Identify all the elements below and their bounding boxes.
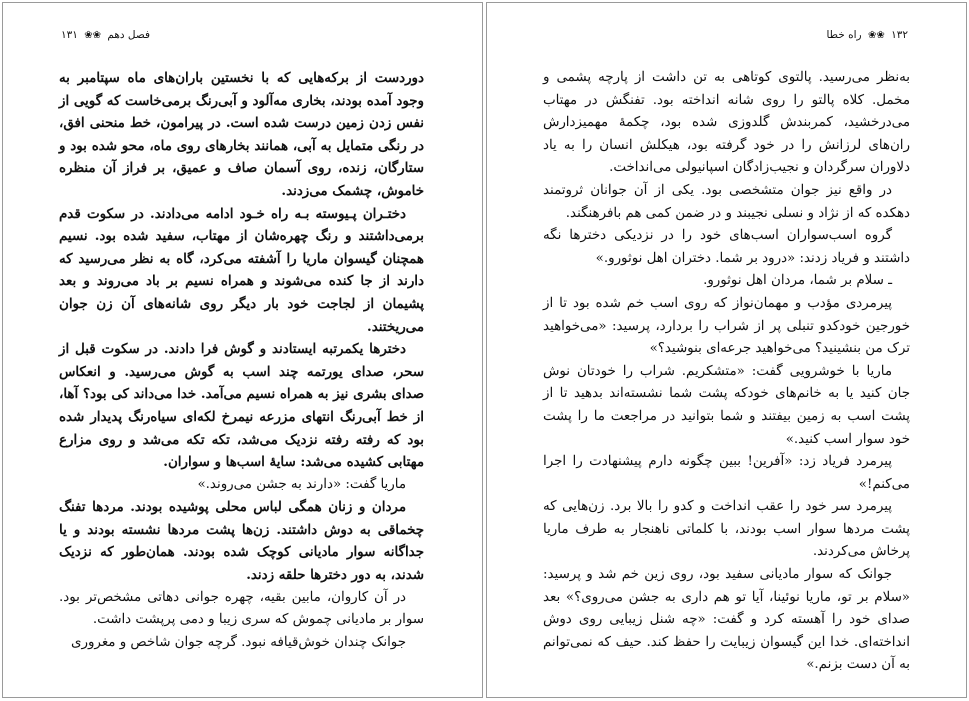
paragraph: جوانک چندان خوش‌قیافه نبود. گرچه جوان شاخص و مغروری xyxy=(71,634,406,650)
ornament-icon: ❀❀ xyxy=(867,30,885,41)
chapter-title: فصل دهم xyxy=(107,29,150,41)
paragraph: ـ سلام بر شما، مردان اهل نوثورو. xyxy=(703,273,892,289)
paragraph: ماریا با خوشرویی گفت: «متشکریم. شراب را خودتان نوش جان کنید یا به خانم‌های خودکه پشت شما نشسته‌اند بدهید تا از پشت اسب به زمین بیفتند و شما بتوانید در مراجعت ما را پشت خود سوار اسب کنید.» xyxy=(543,363,910,447)
paragraph: به‌نظر می‌رسید. پالتوی کوتاهی به تن داشت از پارچه پشمی و مخمل. کلاه پالتو را روی شانه انداخته بود. تفنگش در مهتاب می‌درخشید، کمربندش گلدوزی شده بود، چکمهٔ مهمیزدارش ران‌های لرزانش را در خود گرفته بود، هیکلش انسان را به یاد دلاوران سرگردان و نجیب‌زادگان اسپانیولی می‌انداخت. xyxy=(543,70,910,176)
left-page-body xyxy=(59,67,424,654)
page-number: ۱۳۲ xyxy=(891,29,908,41)
paragraph: جوانک که سوار مادیانی سفید بود، روی زین خم شد و پرسید: «سلام بر تو، ماریا نوئینا، آیا تو هم داری به جشن می‌روی؟» بعد صدای خود را آهسته کرد و گفت: «چه شنل زیبایی روی دوش انداخته‌ای. خدا این گیسوان زیبایت را حفظ کند. حیف که نمی‌توانم به آن دست بزنم.» xyxy=(543,567,910,673)
right-page xyxy=(486,2,967,698)
paragraph: ماریا گفت: «دارند به جشن می‌روند.» xyxy=(197,476,406,492)
paragraph: در آن کاروان، مابین بقیه، چهره جوانی دهاتی مشخص‌تر بود. سوار بر مادیانی چموش که سری زیبا و دمی پرپشت داشت. xyxy=(59,589,424,628)
paragraph: پیرمرد سر خود را عقب انداخت و کدو را بالا برد. زن‌هایی که پشت مردها سوار اسب بودند، با کلماتی ناهنجار به طرف ماریا پرخاش می‌کردند. xyxy=(543,499,910,560)
paragraph: دوردست از برکه‌هایی که با نخستین باران‌های ماه سپتامبر به وجود آمده بودند، بخاری مه‌آلود و آبی‌رنگ برمی‌خاست که گویی از نفس زدن زمین درست شده است. در پیرامون، خط منحنی افق، در رنگی متمایل به آبی، همانند بخارهای روی ماه، محو شده بود و ستارگان، زنده، روی آسمان صاف و عمیق، بر فراز آن منظره خاموش، چشمک می‌زدند. xyxy=(59,70,424,199)
page-number: ۱۳۱ xyxy=(61,29,78,41)
right-page-header xyxy=(826,29,908,41)
book-title: راه خطا xyxy=(826,29,862,41)
paragraph: مردان و زنان همگی لباس محلی پوشیده بودند. مردها تفنگ چخماقی به دوش داشتند. زن‌ها پشت مردها نشسته بودند و یا جداگانه سوار مادیانی کوچک شده بودند. همان‌طور که نزدیک شدند، به دور دخترها حلقه زدند. xyxy=(59,499,424,584)
paragraph: دخترها یکمرتبه ایستادند و گوش فرا دادند. در سکوت قبل از سحر، صدای یورتمه چند اسب به گوش می‌رسید. و انعکاس صدای بشری نیز به همراه نسیم می‌آمد. خدا می‌داند کی بود؟ آها، از خط آبی‌رنگ انتهای مزرعه نیمرخ لکه‌ای سیاه‌رنگ پدیدار شده بود که رفته رفته نزدیک می‌شد، تکه تکه می‌شد و روی مزارع مهتابی کشیده می‌شد: سایهٔ اسب‌ها و سواران. xyxy=(59,341,424,471)
left-page xyxy=(2,2,483,698)
paragraph: در واقع نیز جوان متشخصی بود. یکی از آن جوانان ثروتمند دهکده که از نژاد و نسلی نجیبند و در ضمن کمی هم بافرهنگند. xyxy=(543,182,910,221)
paragraph: پیرمرد فریاد زد: «آفرین! ببین چگونه دارم پیشنهادت را اجرا می‌کنم!» xyxy=(543,454,910,492)
paragraph: گروه اسب‌سواران اسب‌های خود را در نزدیکی دخترها نگه داشتند و فریاد زدند: «درود بر شما. دختران اهل نوثورو.» xyxy=(543,228,910,266)
right-page-body xyxy=(543,67,910,677)
paragraph: دختـران پـیوسته بـه راه خـود ادامه می‌دادند. در سکوت قدم برمی‌داشتند و رنگ چهره‌شان از مهتاب، سفید شده بود. نسیم همچنان گیسوان ماریا را آشفته می‌کرد، گاه به نظر می‌رسید که دارند از جا کنده می‌شوند و همراه نسیم بر باد می‌روند و بعد پشیمان از لجاجت خود بار دیگر روی شانه‌های آن زن جوان می‌ریختند. xyxy=(59,205,424,335)
paragraph: پیرمردی مؤدب و مهمان‌نواز که روی اسب خم شده بود تا از خورجین خودکدو تنبلی پر از شراب را بردارد، پرسید: «می‌خواهید ترک من بنشینید؟ می‌خواهید جرعه‌ای بنوشید؟» xyxy=(543,295,910,357)
ornament-icon: ❀❀ xyxy=(84,30,102,41)
left-page-header xyxy=(61,29,150,41)
